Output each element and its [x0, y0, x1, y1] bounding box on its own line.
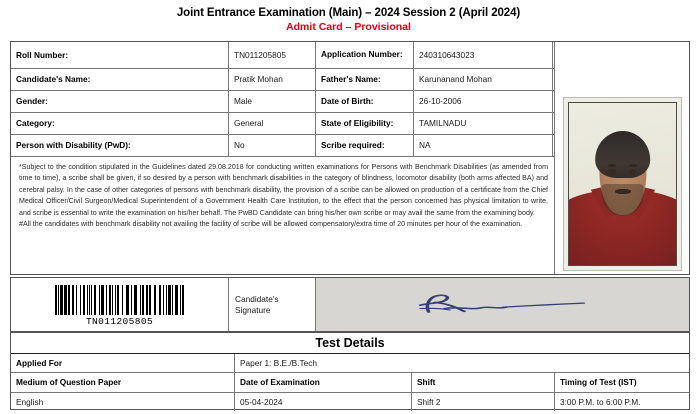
- test-details-table: [10, 332, 690, 410]
- test-details-title: Test Details: [11, 333, 689, 354]
- medium-label: Medium of Question Paper: [16, 377, 122, 387]
- candidate-photo-cell: [554, 42, 689, 274]
- signature-label-line1: Candidate's: [235, 293, 279, 304]
- roll-number-label: Roll Number:: [16, 49, 69, 60]
- category-value: General: [234, 118, 264, 128]
- applied-for-label: Applied For: [16, 357, 63, 368]
- signature-image-cell: [316, 278, 689, 331]
- table-row-exam-headers: [11, 373, 689, 393]
- pwd-value: No: [234, 140, 245, 150]
- date-label: Date of Examination: [240, 377, 320, 387]
- signature-label: [235, 294, 279, 316]
- disclaimer-paragraph-1: *Subject to the condition stipulated in the Guidelines dated 29.08.2018 for conducting written examinations for Persons with Benchmark Disabilities (as amended from time to time), a scribe shall be given, if so desired by a person with benchmark disabilities in the category of blindness, locomotor disability (both arms affected BA) and cerebral palsy. In the case of other categories of persons with benchmark disability, the provision of a scribe can be allowed on production of a certificate from the Chief Medical Officer/Civil Surgeon/Medical Superintendent of a Government Health Care Institution, to the effect that the person concerned has physical limitation to write, and scribe is essential to write the examination on his/her behalf. The PwBD Candidate can bring his/her own scribe or may avail the same from the examining body.: [19, 163, 548, 217]
- date-value: 05-04-2024: [240, 396, 283, 407]
- scribe-required-label: Scribe required:: [321, 140, 385, 150]
- disclaimer-paragraph-2: #All the candidates with benchmark disability not availing the facility of scribe will be allowed compensatory/extra time of 20 minutes per hour of the examination.: [19, 220, 523, 229]
- category-label: Category:: [16, 118, 55, 128]
- candidate-name-label: Candidate's Name:: [16, 74, 91, 84]
- candidate-photo: [563, 97, 682, 271]
- pwd-label: Person with Disability (PwD):: [16, 140, 131, 150]
- application-number-label: Application Number:: [321, 49, 403, 60]
- signature-label-line2: Signature: [235, 304, 271, 315]
- page-subtitle: Admit Card – Provisional: [286, 21, 411, 33]
- barcode-signature-strip: [10, 277, 690, 332]
- scribe-required-value: NA: [419, 140, 431, 150]
- dob-value: 26-10-2006: [419, 96, 462, 106]
- disclaimer-text: [11, 156, 556, 234]
- document-header: [0, 6, 697, 34]
- timing-value: 3:00 P.M. to 6:00 P.M.: [560, 396, 641, 407]
- gender-value: Male: [234, 96, 252, 106]
- timing-label: Timing of Test (IST): [560, 377, 637, 387]
- state-of-eligibility-label: State of Eligibility:: [321, 118, 394, 128]
- table-row-exam-values: [11, 393, 689, 411]
- signature-label-cell: [229, 278, 316, 331]
- medium-value: English: [16, 396, 44, 407]
- table-row-applied-for: [11, 354, 689, 373]
- father-name-label: Father's Name:: [321, 74, 381, 84]
- candidate-name-value: Pratik Mohan: [234, 74, 283, 84]
- barcode-cell: [11, 278, 229, 331]
- application-number-value: 240310643023: [419, 49, 475, 60]
- signature-ink: [406, 290, 600, 318]
- state-of-eligibility-value: TAMILNADU: [419, 118, 467, 128]
- barcode-image: [55, 285, 184, 315]
- roll-number-value: TN011205805: [234, 49, 286, 60]
- gender-label: Gender:: [16, 96, 48, 106]
- applied-for-value: Paper 1: B.E./B.Tech: [240, 357, 318, 368]
- father-name-value: Karunanand Mohan: [419, 74, 492, 84]
- shift-label: Shift: [417, 377, 436, 387]
- dob-label: Date of Birth:: [321, 96, 374, 106]
- shift-value: Shift 2: [417, 396, 441, 407]
- barcode-number: TN011205805: [85, 315, 154, 327]
- photo-image: [568, 102, 677, 266]
- page-title: Joint Entrance Examination (Main) – 2024 Session 2 (April 2024): [176, 7, 521, 19]
- candidate-info-table: [10, 41, 690, 275]
